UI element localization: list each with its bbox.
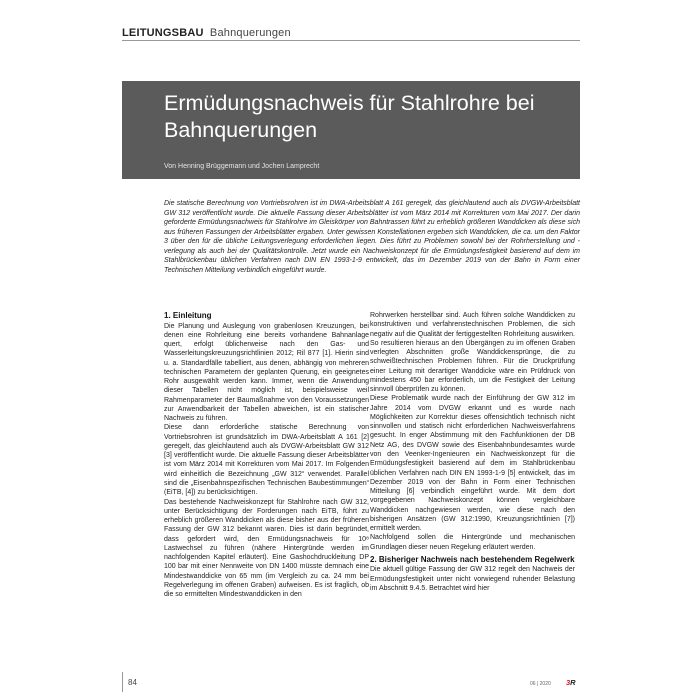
subsection-label: Bahnquerungen (209, 27, 291, 39)
article-title: Ermüdungsnachweis für Stahlrohre bei Bahnquerungen (164, 91, 535, 142)
heading-previous-verification: 2. Bisheriger Nachweis nach bestehendem Regelwerk (370, 554, 575, 564)
paragraph: Rohrwerken herstellbar sind. Auch führen solche Wanddicken zu konstruktiven und verfahrenstechnischen Problemen, die sich negativ auf die Qualität der fertiggestellten Rohrleitung auswirken. So resultieren hieraus an den Übergängen zu im offenen Graben verlegten Abschnitten große Wanddickensprünge, die zu schweißtechnischen Problemen führen. Für die Druckprüfung einer Leitung mit derartiger Wanddicke wäre ein Prüfdruck von mindestens 450 bar erforderlich, um die Festigkeit der Leitung sinnvoll überprüfen zu können. (370, 312, 575, 394)
paragraph: Das bestehende Nachweiskonzept für Stahlrohre nach GW 312, unter Berücksichtigung der Forderungen nach EiTB, führt zu erheblich größeren Wanddicken als diese bisher aus der früheren Fassung der GW 312 bekannt waren. Dies ist darin begründet, dass gefordert wird, den Ermüdungsnachweis für 10⁸ Lastwechsel zu führen (nähere Hintergründe werden im nachfolgenden Kapitel erläutert). Eine Gashochdruckleitung DP 100 bar mit einer Nennweite von DN 1400 müsste demnach eine Mindestwanddicke von 65 mm (im Vergleich zu ca. 24 mm bei Regelverlegung im offenen Graben) aufweisen. Es ist fraglich, ob die so ermittelten Mindestwanddicken in den (164, 498, 369, 599)
magazine-logo (566, 678, 576, 687)
paragraph: Diese dann erforderliche statische Berechnung von Vortriebsrohren ist grundsätzlich im DWA-Arbeitsblatt A 161 [2] geregelt, das gleichlautend auch als DVGW-Arbeitsblatt GW 312 [3] veröffentlicht wurde. Die aktuelle Fassung dieser Arbeitsblätter ist vom März 2014 mit Korrekturen vom Mai 2017. Im Folgenden wird einheitlich die Bezeichnung „GW 312“ verwendet. Parallel sind die „Eisenbahnspezifischen Technischen Baubestimmungen“ (EiTB, [4]) zu berücksichtigen. (164, 424, 369, 497)
paragraph: Die aktuell gültige Fassung der GW 312 regelt den Nachweis der Ermüdungsfestigkeit unter nicht vorwiegend ruhender Belastung im Abschnitt 9.4.5. Betrachtet wird hier (370, 566, 575, 592)
paragraph: Nachfolgend sollen die Hintergründe und mechanischen Grundlagen dieser neuen Regelung erläutert werden. (370, 534, 575, 551)
section-header (122, 27, 291, 39)
page-number: 84 (128, 678, 137, 687)
logo-letter: R (570, 678, 576, 687)
article-authors: Von Henning Brüggemann und Jochen Lamprecht (164, 163, 320, 170)
paragraph: Die Planung und Auslegung von grabenlosen Kreuzungen, bei denen eine Rohrleitung eine bereits vorhandene Bahnanlage quert, erfolgt üblicherweise nach den Gas- und Wasserleitungskreuzungsrichtlinien 2012; Ril 877 [1]. Hierin sind u. a. Standardfälle tabelliert, aus denen, abhängig von mehreren technischen Parametern der geplanten Querung, ein geeignetes Rohr ausgewählt werden kann. Immer, wenn die Anwendung dieser Tabellen nicht möglich ist, beispielsweise weil Rahmenparameter der Baumaßnahme von den Voraussetzungen zur Anwendbarkeit der Tabellen abweichen, ist ein statischer Nachweis zu führen. (164, 322, 369, 423)
logo-number: 3 (566, 678, 571, 687)
header-rule (122, 40, 580, 41)
section-label: LEITUNGSBAU (122, 27, 204, 39)
paragraph: Diese Problematik wurde nach der Einführung der GW 312 im Jahre 2014 vom DVGW erkannt und es wurde nach Möglichkeiten zur Korrektur dieses offensichtlich technisch nicht sinnvollen und statisch nicht erforderlichen Nachweisverfahrens gesucht. In enger Abstimmung mit den Fachfunktionen der DB Netz AG, des DVGW sowie des Eisenbahnbundesamtes wurde von den Veenker-Ingenieuren ein Nachweiskonzept für die Ermüdungsfestigkeit basierend auf dem im Stahlbrückenbau üblichen Verfahren nach DIN EN 1993-1-9 [5] entwickelt, das im Dezember 2019 von der Bahn in Form einer Technischen Mitteilung [6] verbindlich eingeführt wurde. Mit dem dort vorgegebenen Nachweiskonzept können vergleichbare Wanddicken nachgewiesen werden, wie diese nach den bisherigen Ansätzen (GW 312:1990, Kreuzungsrichtlinien [7]) ermittelt werden. (370, 395, 575, 533)
heading-introduction: 1. Einleitung (164, 311, 212, 320)
text-column-left (164, 311, 369, 599)
article-abstract: Die statische Berechnung von Vortriebsrohren ist im DWA-Arbeitsblatt A 161 geregelt, das gleichlautend auch als DVGW-Arbeitsblatt GW 312 veröffentlicht wurde. Die aktuelle Fassung dieser Arbeitsblätter ist vom März 2014 mit Korrekturen vom Mai 2017. Der darin geforderte Ermüdungsnachweis für Stahlrohre im Gleiskörper von Bahntrassen führt zu erheblich größeren Wanddicken als diese sich aus früheren Fassungen der Arbeitsblätter ergaben. Unter gewissen Konstellationen ergeben sich Wanddicken, die ca. um den Faktor 3 über den für die übliche Leitungsverlegung erforderlichen liegen. Dies führt zu Problemen sowohl bei der Rohrherstellung und -verlegung als auch bei der Qualitätskontrolle. Jetzt wurde ein Nachweiskonzept für die Ermüdungsfestigkeit basierend auf dem im Stahlbrückenbau üblichen Verfahren nach DIN EN 1993-1-9 entwickelt, das im Dezember 2019 von der Bahn in Form einer Technischen Mitteilung verbindlich eingeführt wurde. (164, 200, 580, 274)
text-column-right (370, 311, 575, 593)
footer-rule (122, 672, 123, 692)
issue-label: 06 | 2020 (530, 681, 551, 687)
